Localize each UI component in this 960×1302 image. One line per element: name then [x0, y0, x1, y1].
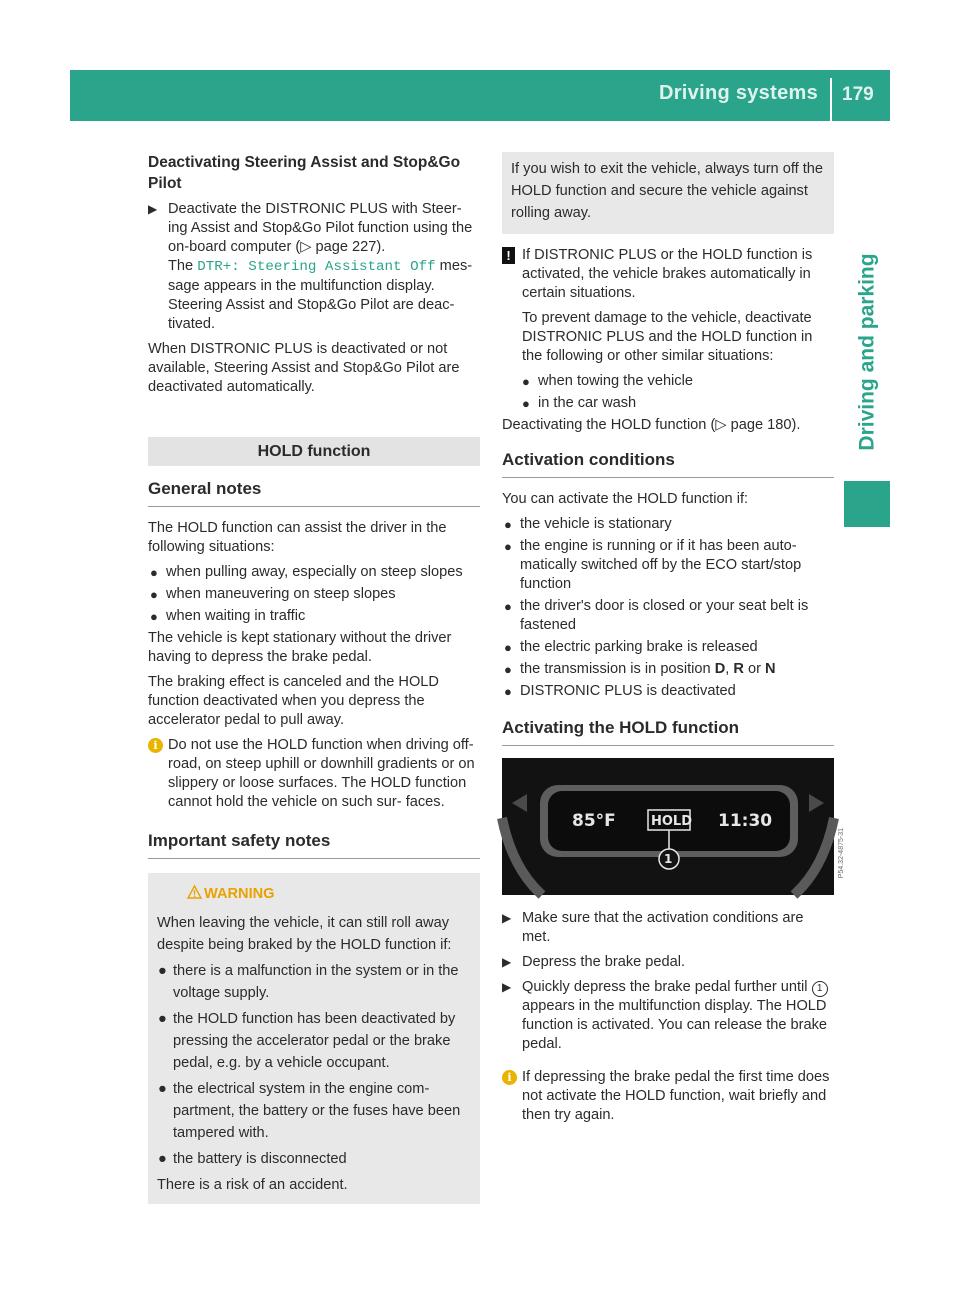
display-time: 11:30 — [718, 811, 773, 831]
display-message: DTR+: Steering Assistant Off — [197, 259, 436, 275]
display-hold-label: HOLD — [651, 814, 693, 829]
bullet-icon: ● — [150, 565, 158, 580]
header-section-title: Driving systems — [658, 82, 818, 104]
hold-function-band: HOLD function — [148, 437, 480, 466]
warning-triangle-icon — [187, 885, 202, 899]
side-tab-title: Driving and parking — [855, 253, 878, 451]
list-item: ● the battery is disconnected — [157, 1148, 472, 1170]
deactivating-steering-assist-heading: Deactivating Steering Assist and Stop&Go Pilot — [148, 154, 461, 192]
warning-closing: There is a risk of an accident. — [157, 1177, 348, 1193]
paragraph: Deactivating the HOLD function (▷ page 180). — [502, 417, 801, 433]
activating-hold-heading: Activating the HOLD function — [502, 717, 834, 746]
list-item: ● DISTRONIC PLUS is deactivated — [504, 683, 736, 699]
list-item: ● the HOLD function has been deactivated by pressing the accelerator pedal or the brake pedal, e.g. by a vehicle occupant. — [157, 1008, 472, 1074]
side-tab-marker — [844, 481, 890, 527]
bullet-icon: ● — [158, 1151, 167, 1167]
list-item: ● the driver's door is closed or your seat belt is fastened — [504, 598, 809, 633]
list-item: ● when pulling away, especially on steep slopes — [150, 564, 463, 580]
bullet-icon: ● — [504, 517, 512, 532]
page-ref-icon: ▷ — [715, 417, 727, 433]
info-icon: i — [502, 1070, 517, 1085]
display-temperature: 85°F — [572, 811, 616, 831]
paragraph: To prevent damage to the vehicle, deactivate DISTRONIC PLUS and the HOLD function in the following or other similar situations: — [522, 310, 813, 364]
step-arrow-icon: ▶ — [502, 980, 512, 994]
safety-notes-heading: Important safety notes — [148, 830, 480, 859]
image-code: P54.32-4875-31 — [838, 828, 845, 879]
right-column — [502, 152, 845, 1131]
info-note: i Do not use the HOLD function when driving off-road, on steep uphill or downhill gradients or on slippery or loose surfaces. The HOLD function cannot hold the vehicle on such sur- faces. — [148, 736, 480, 812]
instruction-step: ▶ Quickly depress the brake pedal further until 1 appears in the multifunction display. The HOLD function is activated. You can release the brake pedal. — [502, 979, 828, 1052]
callout-number-icon: 1 — [812, 981, 828, 997]
paragraph: The braking effect is canceled and the HOLD function deactivated when you depress the accelerator pedal to pull away. — [148, 674, 439, 728]
list-item: ● the transmission is in position D, R or N — [504, 661, 776, 677]
bullet-icon: ● — [150, 609, 158, 624]
caution-icon: ! — [502, 247, 515, 264]
activation-conditions-heading: Activation conditions — [502, 449, 834, 478]
list-item: ● the vehicle is stationary — [504, 516, 672, 532]
bullet-icon: ● — [150, 587, 158, 602]
exit-vehicle-box: If you wish to exit the vehicle, always turn off the HOLD function and secure the vehicle against rolling away. — [502, 152, 834, 234]
list-item: ● when towing the vehicle — [522, 373, 693, 389]
left-column — [148, 152, 480, 1204]
warning-intro: When leaving the vehicle, it can still roll away despite being braked by the HOLD function if: — [157, 915, 452, 953]
paragraph: The HOLD function can assist the driver in the following situations: — [148, 520, 447, 555]
paragraph: When DISTRONIC PLUS is deactivated or not available, Steering Assist and Stop&Go Pilot are deactivated automatically. — [148, 341, 460, 395]
paragraph: The vehicle is kept stationary without the driver having to depress the brake pedal. — [148, 630, 452, 665]
bullet-icon: ● — [504, 684, 512, 699]
bullet-icon: ● — [158, 963, 167, 979]
header-divider — [830, 78, 832, 121]
list-item: ● when maneuvering on steep slopes — [150, 586, 396, 602]
warning-box — [148, 873, 480, 1204]
page-ref-icon: ▷ — [300, 239, 312, 255]
caution-note: ! If DISTRONIC PLUS or the HOLD function is activated, the vehicle brakes automatically in certain situations. — [502, 246, 834, 303]
step-arrow-icon: ▶ — [502, 911, 512, 925]
warning-title: WARNING — [157, 885, 472, 904]
instruction-step: ▶ Depress the brake pedal. — [502, 954, 686, 970]
list-item: ● the electrical system in the engine com- partment, the battery or the fuses have been tampered with. — [157, 1078, 472, 1144]
bullet-icon: ● — [504, 640, 512, 655]
paragraph: You can activate the HOLD function if: — [502, 491, 749, 507]
instruction-step: ▶ Make sure that the activation conditions are met. — [502, 910, 804, 945]
step-arrow-icon: ▶ — [502, 955, 512, 969]
list-item: ● the engine is running or if it has been auto- matically switched off by the ECO start/stop function — [504, 538, 802, 592]
bullet-icon: ● — [158, 1081, 167, 1097]
page-reference-link[interactable]: page 180). — [730, 417, 801, 433]
page-header-bar — [70, 70, 890, 121]
list-item: ● when waiting in traffic — [150, 608, 306, 624]
callout-label: 1 — [664, 852, 673, 866]
step-arrow-icon: ▶ — [148, 202, 158, 216]
bullet-icon: ● — [522, 374, 530, 389]
bullet-icon: ● — [504, 662, 512, 677]
bullet-icon: ● — [522, 396, 530, 411]
info-note: i If depressing the brake pedal the first time does not activate the HOLD function, wait briefly and then try again. — [502, 1068, 834, 1125]
list-item: ● there is a malfunction in the system or in the voltage supply. — [157, 960, 472, 1004]
bullet-icon: ● — [158, 1011, 167, 1027]
list-item: ● the electric parking brake is released — [504, 639, 758, 655]
page-reference-link[interactable]: page 227). — [315, 239, 386, 255]
instruction-step: ▶ Deactivate the DISTRONIC PLUS with Steer- ing Assist and Stop&Go Pilot function using the on-board computer (▷ page 227). The DTR+: Steering Assistant Off mes- sage appears in the multifunction display. Steering Assist and Stop&Go Pilot are deac- tivated. — [148, 201, 473, 332]
bullet-icon: ● — [504, 539, 512, 554]
list-item: ● in the car wash — [522, 395, 637, 411]
general-notes-heading: General notes — [148, 478, 480, 507]
page-number: 179 — [842, 84, 874, 105]
bullet-icon: ● — [504, 599, 512, 614]
multifunction-display-image — [502, 758, 845, 895]
info-icon: i — [148, 738, 163, 753]
